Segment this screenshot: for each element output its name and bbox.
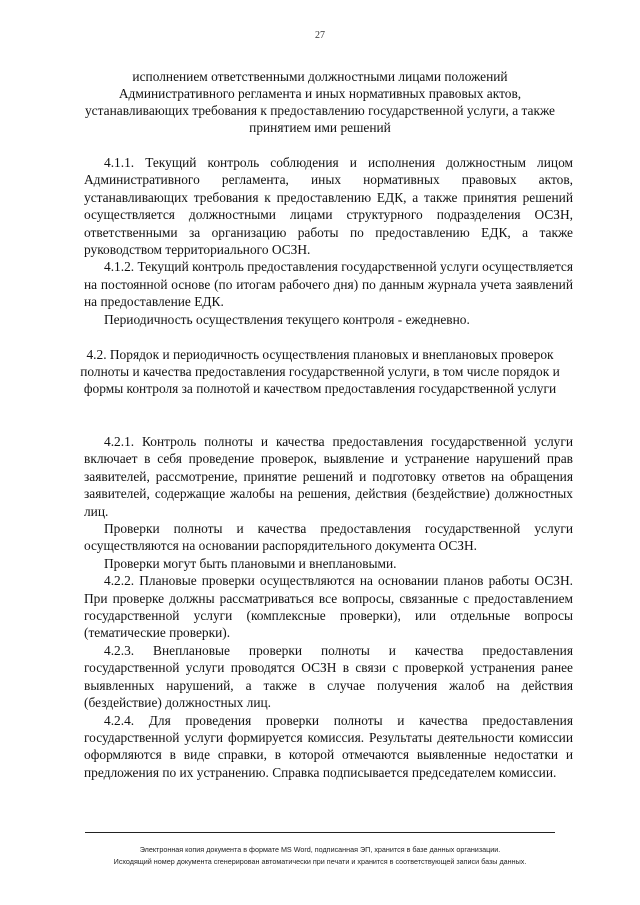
continued-heading: исполнением ответственными должностными лицами положений Административного регламента и иных нормативных правовых актов, устанавливающих требования к предоставлению государственной услуги, а также принятием ими решений <box>84 69 555 135</box>
footer-note-copy: Электронная копия документа в формате MS Word, подписанная ЭП, хранится в базе данных организации. <box>139 845 501 854</box>
paragraph-4-2-2: 4.2.2. Плановые проверки осуществляются на основании планов работы ОСЗН. При проверке должны рассматриваться все вопросы, связанные с предоставлением государственной услуги (комплексные проверки), или отдельные вопросы (тематические проверки). <box>84 573 573 641</box>
section-4-2-heading: 4.2. Порядок и периодичность осуществления плановых и внеплановых проверок полноты и качества предоставления государственной услуги, в том числе порядок и формы контроля за полнотой и качеством предоставления государственной услуги <box>80 347 560 396</box>
section-4-2-body <box>84 433 573 781</box>
paragraph-periodicity: Периодичность осуществления текущего контроля - ежедневно. <box>104 311 470 327</box>
page-number: 27 <box>315 30 325 41</box>
paragraph-4-2-1: 4.2.1. Контроль полноты и качества предоставления государственной услуги включает в себя проведение проверок, выявление и устранение нарушений прав заявителей, рассмотрение, принятие решений и подготовку ответов на обращения заявителей, содержащие жалобы на решения, действия (бездействие) должностных лиц. <box>84 434 573 519</box>
paragraph-4-1-1: 4.1.1. Текущий контроль соблюдения и исполнения должностным лицом Административного регламента, иных нормативных правовых актов, устанавливающих требования к предоставлению ЕДК, а также принятия решений осуществляется должностными лицами структурного подразделения ОСЗН, ответственными за организацию работы по предоставлению ЕДК, а также руководством территориального ОСЗН. <box>84 155 573 258</box>
section-4-1-body <box>84 154 573 328</box>
paragraph-4-1-2: 4.1.2. Текущий контроль предоставления государственной услуги осуществляется на постоянной основе (по итогам рабочего дня) по данным журнала учета заявлений на предоставление ЕДК. <box>84 259 573 310</box>
paragraph-4-2-4: 4.2.4. Для проведения проверки полноты и качества предоставления государственной услуги формируется комиссия. Результаты деятельности комиссии оформляются в виде справки, в которой отмечаются выявленные недостатки и предложения по их устранению. Справка подписывается председателем комиссии. <box>84 712 573 780</box>
footer-note-number: Исходящий номер документа сгенерирован автоматически при печати и хранится в соответствующей записи базы данных. <box>113 857 527 866</box>
paragraph-4-2-3: 4.2.3. Внеплановые проверки полноты и качества предоставления государственной услуги проводятся ОСЗН в связи с проверкой устранения ранее выявленных нарушений, а также в случае получения жалоб на действия (бездействие) должностных лиц. <box>84 642 573 711</box>
paragraph-inspection-basis: Проверки полноты и качества предоставления государственной услуги осуществляются на основании распорядительного документа ОСЗН. <box>84 521 573 554</box>
footer-divider <box>85 832 555 833</box>
paragraph-inspection-types: Проверки могут быть плановыми и внеплановыми. <box>104 555 397 571</box>
